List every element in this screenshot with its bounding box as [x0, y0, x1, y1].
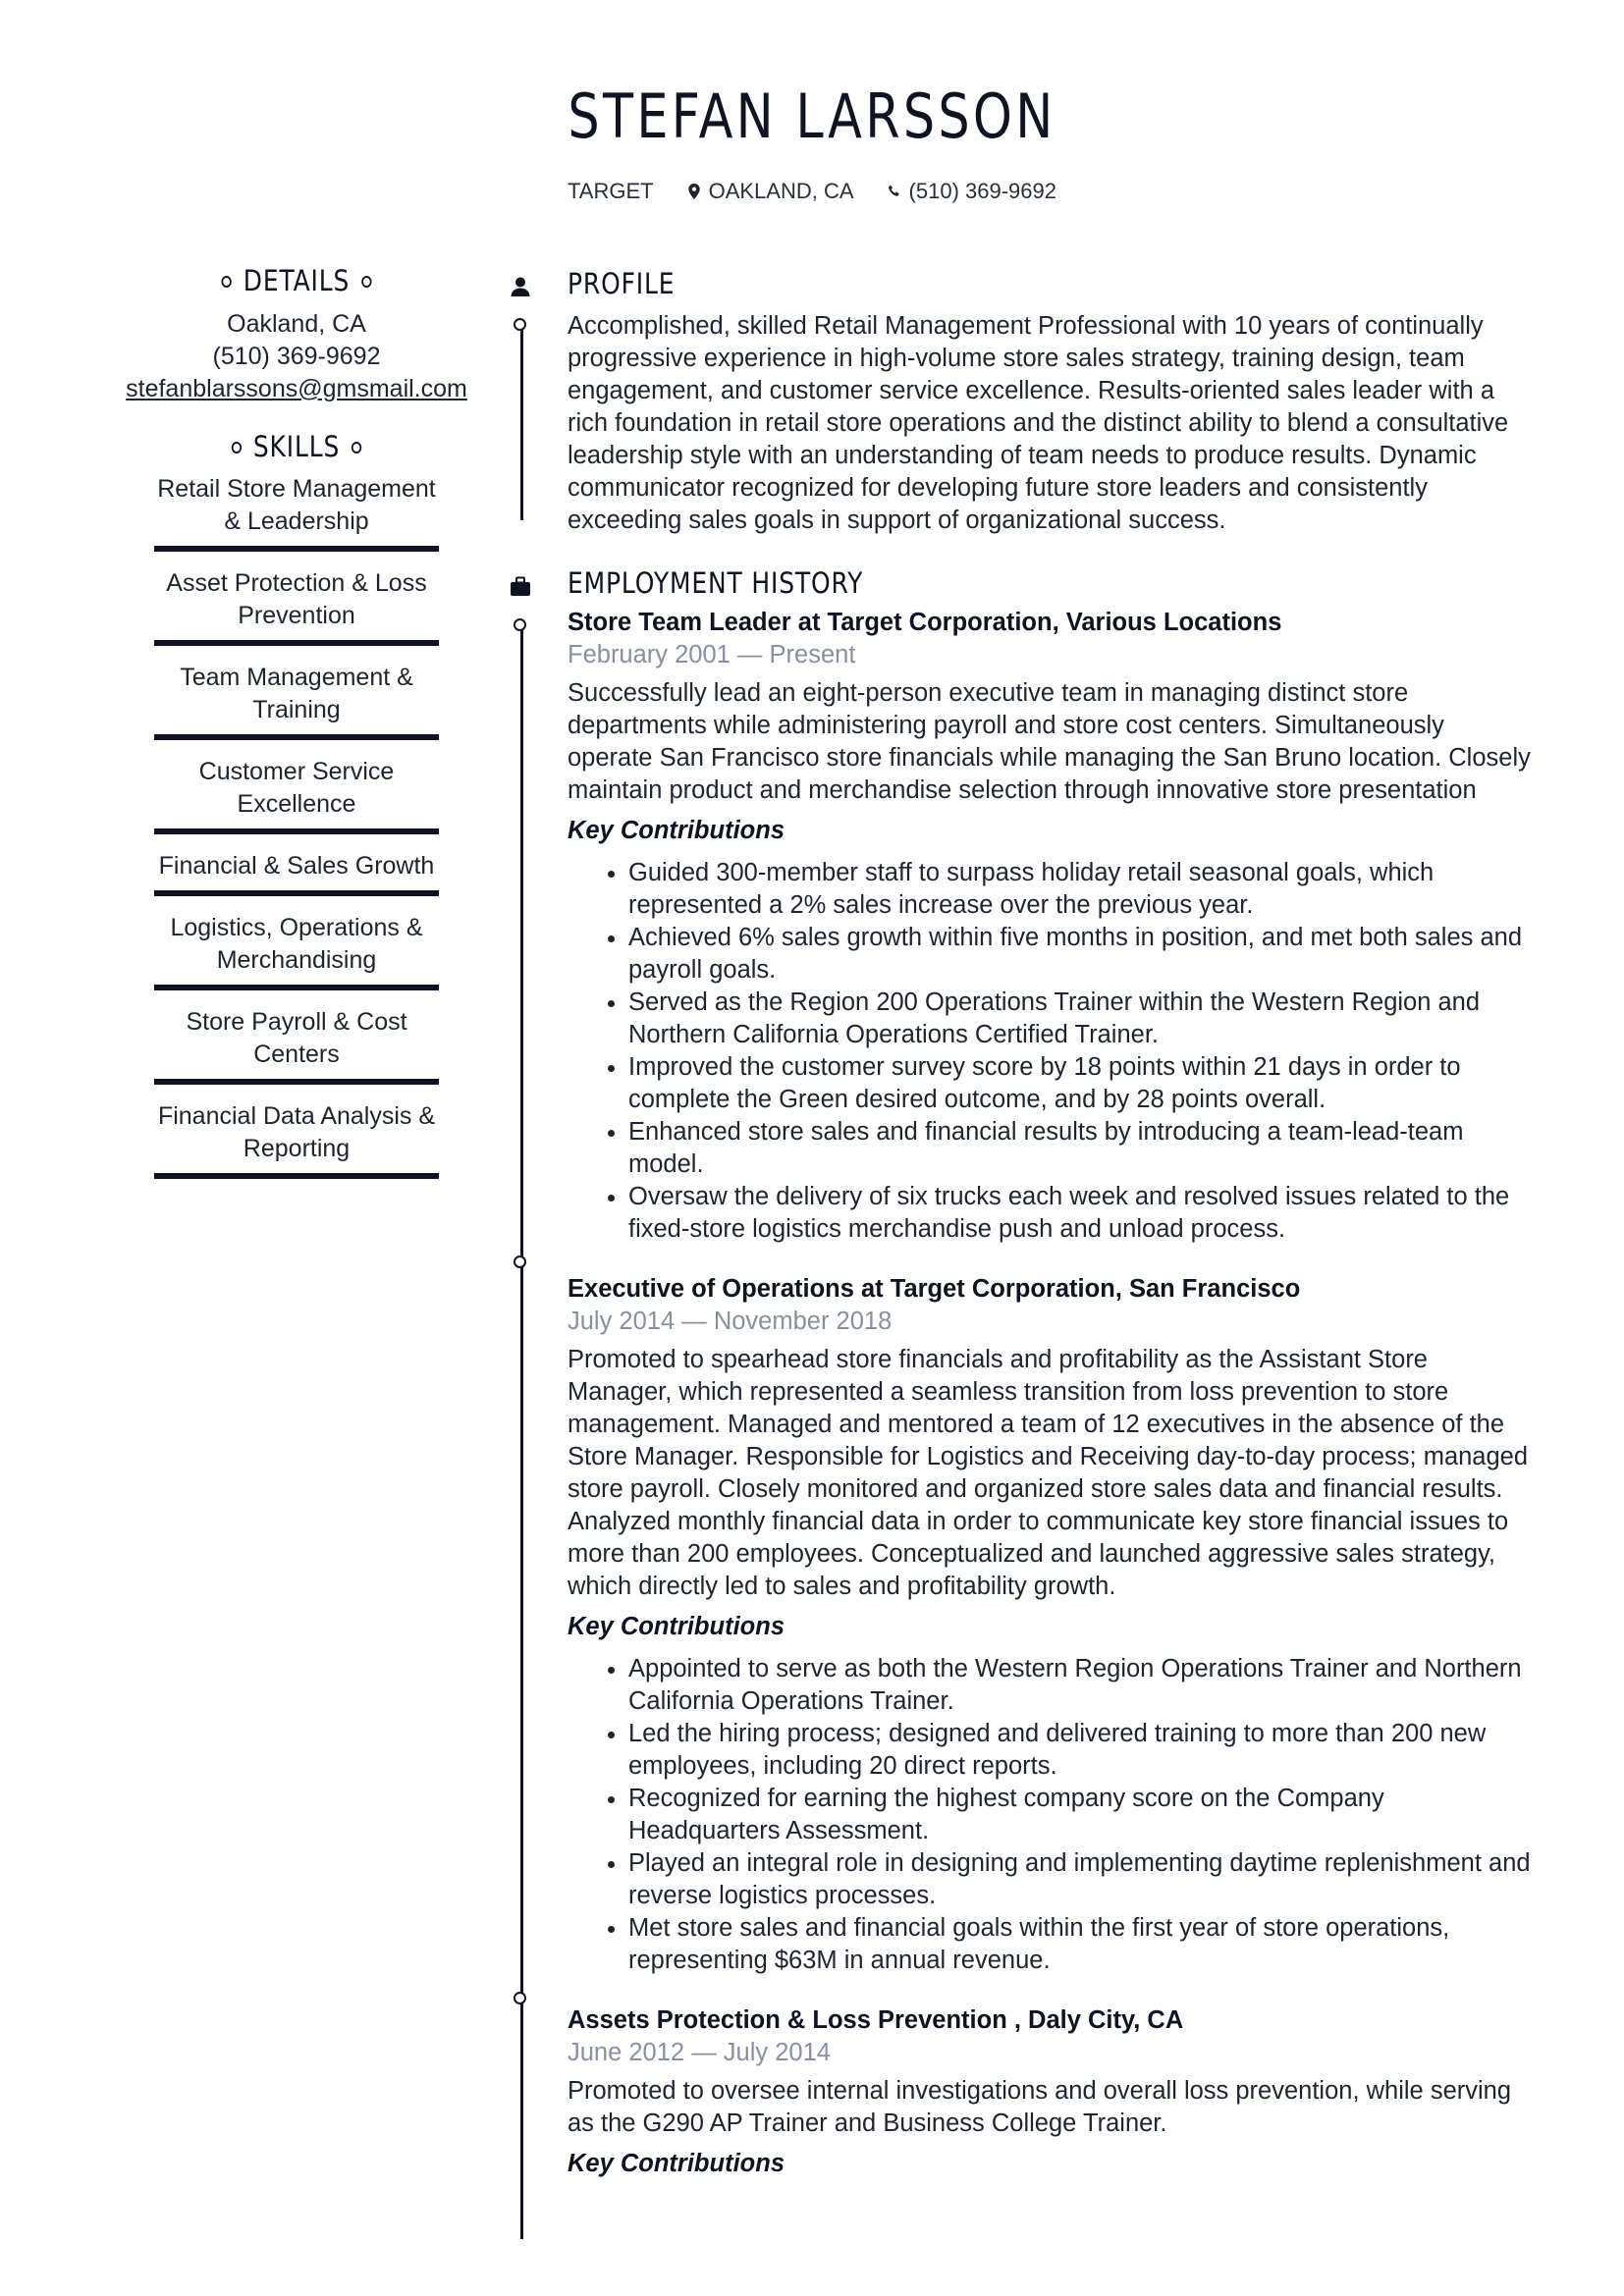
job-title: Store Team Leader at Target Corporation, Various Locations — [568, 608, 1282, 636]
skill-item: Financial & Sales Growth — [158, 852, 435, 881]
ring-bullet-icon — [361, 276, 371, 288]
job-entry — [568, 2004, 1535, 2180]
key-contributions-list — [568, 1653, 1535, 1977]
list-item: • Led the hiring process; designed and delivered training to more than 200 new employees, including 20 direct reports. — [628, 1718, 1535, 1783]
list-item: • Guided 300-member staff to surpass holiday retail seasonal goals, which represented a 2% sales increase over the previous year. — [628, 857, 1535, 922]
skill-item: Asset Protection & Loss Prevention — [166, 569, 427, 630]
header-phone: (510) 369-9692 — [888, 179, 1056, 204]
skill-item: Customer Service Excellence — [198, 758, 395, 819]
key-contributions-label: Key Contributions — [568, 2149, 785, 2177]
timeline-dot — [514, 1255, 526, 1268]
job-summary: Successfully lead an eight-person executive team in managing distinct store departments while administering payroll and store cost centers. Simultaneously operate San Francisco store financials while managing the San Bruno location. Closely maintain product and merchandise selection through innovative store presentation — [568, 678, 1531, 804]
employment-section — [568, 566, 1535, 2180]
skill-level-bar — [154, 640, 439, 646]
key-contributions-list — [568, 857, 1535, 1246]
list-item: • Met store sales and financial goals within the first year of store operations, representing $63M in annual revenue. — [628, 1912, 1535, 1977]
list-item: • Played an integral role in designing and implementing daytime replenishment and reverse logistics processes. — [628, 1847, 1535, 1912]
list-item: • Improved the customer survey score by 18 points within 21 days in order to complete the Green desired outcome, and by 28 points overall. — [628, 1051, 1535, 1116]
key-contributions-label: Key Contributions — [568, 816, 785, 844]
list-item: • Oversaw the delivery of six trucks each week and resolved issues related to the fixed-store logistics merchandise push and unload process. — [628, 1181, 1535, 1246]
skill-item: Financial Data Analysis & Reporting — [157, 1102, 436, 1163]
profile-section — [568, 267, 1535, 537]
skill-item: Logistics, Operations & Merchandising — [170, 914, 423, 975]
location-pin-icon — [687, 184, 701, 199]
ring-bullet-icon — [221, 276, 231, 288]
skill-level-bar — [154, 828, 439, 834]
skills-heading: SKILLS — [144, 429, 449, 466]
job-summary: Promoted to oversee internal investigations and overall loss prevention, while serving as the G290 AP Trainer and Business College Trainer. — [568, 2076, 1512, 2137]
skill-item: Team Management & Training — [180, 664, 413, 724]
timeline-dot — [514, 618, 526, 631]
ring-bullet-icon — [352, 442, 361, 454]
ring-bullet-icon — [231, 442, 241, 454]
details-heading: DETAILS — [144, 263, 449, 300]
details-phone: (510) 369-9692 — [212, 342, 381, 370]
list-item: • Recognized for earning the highest company score on the Company Headquarters Assessment. — [628, 1783, 1535, 1847]
candidate-name: STEFAN LARSSON — [568, 80, 1056, 152]
details-email-link[interactable]: stefanblarssons@gmsmail.com — [126, 374, 467, 402]
employment-heading: EMPLOYMENT HISTORY — [568, 566, 864, 600]
profile-heading: PROFILE — [568, 267, 676, 300]
list-item: • Appointed to serve as both the Western Region Operations Trainer and Northern California Operations Trainer. — [628, 1653, 1535, 1718]
key-contributions-label: Key Contributions — [568, 1612, 785, 1640]
list-item: • Served as the Region 200 Operations Trainer within the Western Region and Northern California Operations Certified Trainer. — [628, 987, 1535, 1051]
job-title: Executive of Operations at Target Corporation, San Francisco — [568, 1274, 1301, 1303]
timeline-dot — [514, 318, 526, 331]
phone-icon — [888, 184, 901, 199]
briefcase-icon — [510, 576, 531, 598]
job-entry — [568, 1273, 1535, 1977]
list-item: • Achieved 6% sales growth within five months in position, and met both sales and payroll goals. — [628, 922, 1535, 987]
skill-item: Store Payroll & Cost Centers — [186, 1008, 407, 1069]
header-company: TARGET — [568, 179, 654, 203]
job-summary: Promoted to spearhead store financials and profitability as the Assistant Store Manager, which represented a seamless transition from loss prevention to store management. Managed and mentored a team of 12 executives in the absence of the Store Manager. Responsible for Logistics and Receiving day-to-day process; managed store payroll. Closely monitored and organized store sales data and financial results. Analyzed monthly financial data in order to communicate key store financial issues to more than 200 employees. Conceptualized and launched aggressive sales strategy, which directly led to sales and profitability growth. — [568, 1345, 1529, 1600]
profile-timeline-line — [520, 324, 523, 520]
job-dates: June 2012 — July 2014 — [568, 2038, 831, 2066]
skill-level-bar — [154, 1173, 439, 1179]
job-dates: July 2014 — November 2018 — [568, 1307, 893, 1335]
skill-level-bar — [154, 1079, 439, 1085]
skill-item: Retail Store Management & Leadership — [157, 475, 436, 536]
profile-text: Accomplished, skilled Retail Management Professional with 10 years of continually progressive experience in high-volume store sales strategy, training design, team engagement, and customer service excellence. Results-oriented sales leader with a rich foundation in retail store operations and the distinct ability to blend a consultative leadership style with an understanding of team needs to produce results. Dynamic communicator recognized for developing future store leaders and consistently exceeding sales goals in support of organizational success. — [568, 311, 1509, 534]
person-icon — [510, 276, 531, 297]
job-entry — [568, 607, 1535, 1246]
timeline-dot — [514, 1992, 526, 2004]
details-city: Oakland, CA — [227, 309, 366, 338]
header-contact — [0, 179, 1624, 204]
skill-level-bar — [154, 734, 439, 740]
list-item: • Enhanced store sales and financial results by introducing a team-lead-team model. — [628, 1116, 1535, 1181]
left-column — [120, 263, 473, 1189]
job-dates: February 2001 — Present — [568, 640, 856, 668]
skills-list — [120, 467, 473, 1179]
skill-level-bar — [154, 546, 439, 552]
header-location: OAKLAND, CA — [687, 179, 854, 204]
skill-level-bar — [154, 890, 439, 896]
job-title: Assets Protection & Loss Prevention , Daly City, CA — [568, 2005, 1184, 2034]
skill-level-bar — [154, 985, 439, 990]
